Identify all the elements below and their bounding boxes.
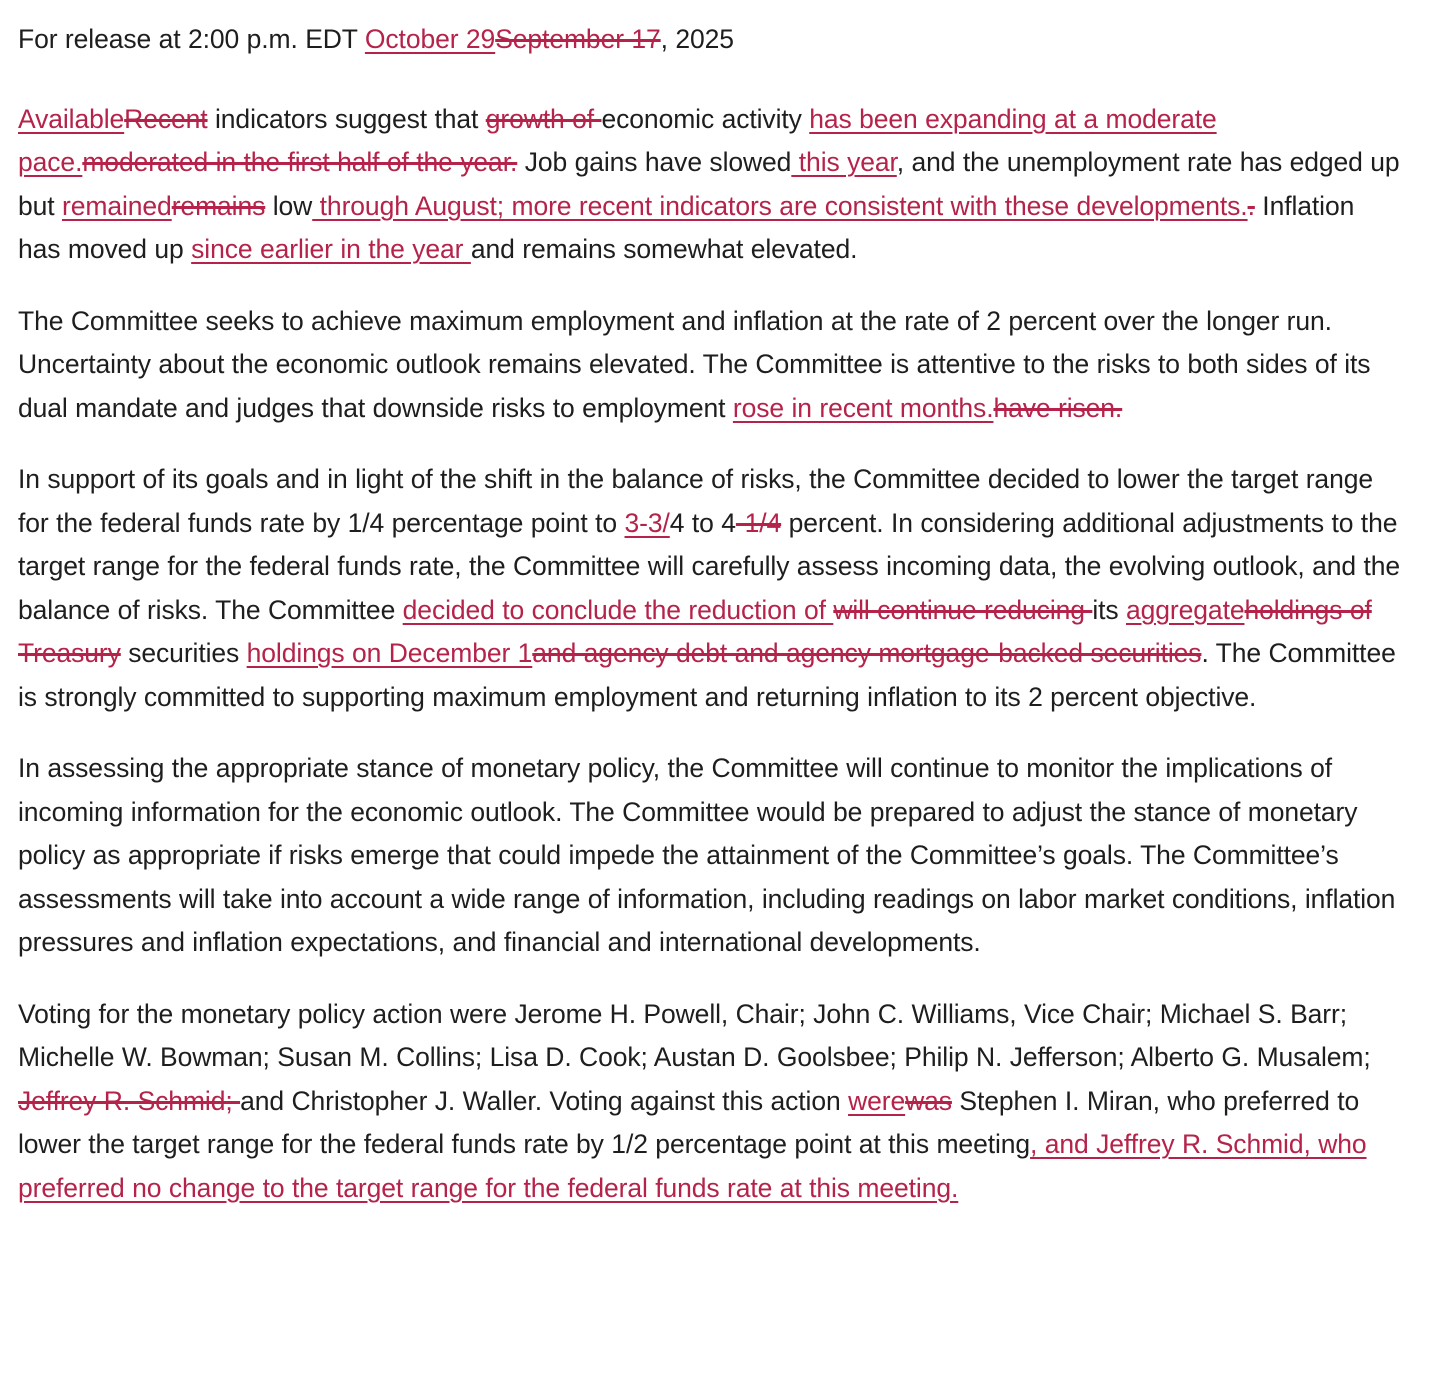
inserted-text-run: 3-3/: [624, 507, 670, 538]
unchanged-text-run: , and the unemployment rate has edged up but: [18, 147, 1400, 221]
inserted-text-run: aggregate: [1126, 594, 1245, 625]
inserted-text-run: this year: [791, 147, 897, 177]
inserted-text-run: rose in recent months.: [732, 392, 994, 423]
unchanged-text-run: The Committee seeks to achieve maximum employment and inflation at the rate of 2 percent over the longer run. Uncertainty about the economic outlook remains elevated. The Committee is attentive to the risks to both sides of its dual mandate and judges that downside risks to employment: [18, 305, 1371, 423]
deleted-text-run: growth of: [485, 103, 602, 134]
inserted-text-run: has been expanding at a moderate pace.: [18, 103, 1217, 177]
deleted-text-run: remains: [171, 190, 266, 221]
release-line: [18, 18, 1404, 62]
paragraph-committee-goals: [18, 300, 1404, 431]
unchanged-text-run: and Christopher J. Waller. Voting against this action: [240, 1085, 849, 1116]
unchanged-text-run: securities: [120, 638, 247, 668]
unchanged-text-run: Inflation has moved up: [18, 190, 1355, 264]
inserted-text-run: Available: [18, 103, 125, 134]
inserted-text-run: were: [848, 1085, 906, 1116]
unchanged-text-run: Stephen I. Miran, who preferred to lower the target range for the federal funds rate by 1/2 percentage point at this meeting: [18, 1085, 1360, 1159]
deleted-text-run: will continue reducing: [833, 594, 1093, 625]
inserted-text-run: since earlier in the year: [191, 234, 471, 264]
inserted-text-run: , and Jeffrey R. Schmid, who preferred no change to the target range for the federal funds rate at this meeting.: [18, 1129, 1367, 1203]
release-year: , 2025: [660, 24, 734, 54]
unchanged-text-run: indicators suggest that: [207, 103, 486, 134]
unchanged-text-run: . The Committee is strongly committed to supporting maximum employment and returning inflation to its 2 percent objective.: [18, 638, 1396, 712]
unchanged-text-run: 4 to 4: [669, 507, 736, 538]
deleted-text-run: moderated in the first half of the year.: [82, 147, 518, 177]
deleted-text-run: Jeffrey R. Schmid;: [18, 1085, 241, 1116]
paragraph-economic-conditions: [18, 98, 1404, 272]
deleted-text-run: was: [905, 1085, 952, 1116]
unchanged-text-run: In support of its goals and in light of the shift in the balance of risks, the Committee decided to lower the target range for the federal funds rate by 1/4 percentage point to: [18, 464, 1373, 538]
inserted-text-run: decided to conclude the reduction of: [402, 594, 834, 625]
unchanged-text-run: Job gains have slowed: [517, 147, 792, 177]
unchanged-text-run: low: [265, 190, 313, 221]
deleted-text-run: have risen.: [993, 392, 1123, 423]
release-date-deleted: September 17: [495, 24, 661, 54]
deleted-text-run: holdings of Treasury: [18, 594, 1372, 668]
unchanged-text-run: its: [1092, 594, 1127, 625]
inserted-text-run: through August; more recent indicators are consistent with these developments.: [312, 190, 1248, 221]
paragraph-voting: [18, 993, 1404, 1211]
deleted-text-run: .: [1247, 190, 1255, 221]
unchanged-text-run: percent. In considering additional adjustments to the target range for the federal funds rate, the Committee will carefully assess incoming data, the evolving outlook, and the balance of risks. The Committee: [18, 507, 1401, 625]
deleted-text-run: and agency debt and agency mortgage-backed securities: [532, 638, 1202, 668]
unchanged-text-run: Voting for the monetary policy action were Jerome H. Powell, Chair; John C. Williams, Vice Chair; Michael S. Barr; Michelle W. Bowman; Susan M. Collins; Lisa D. Cook; Austan D. Goolsbee; Philip N. Jefferson; Alberto G. Musalem;: [18, 998, 1371, 1072]
inserted-text-run: remained: [62, 190, 172, 221]
unchanged-text-run: and remains somewhat elevated.: [470, 234, 858, 264]
paragraph-list: [18, 98, 1404, 1211]
unchanged-text-run: In assessing the appropriate stance of monetary policy, the Committee will continue to monitor the implications of incoming information for the economic outlook. The Committee would be prepared to adjust the stance of monetary policy as appropriate if risks emerge that could impede the attainment of the Committee’s goals. The Committee’s assessments will take into account a wide range of information, including readings on labor market conditions, inflation pressures and inflation expectations, and financial and international developments.: [18, 753, 1396, 957]
paragraph-assessment: [18, 747, 1404, 965]
inserted-text-run: holdings on December 1: [246, 638, 533, 668]
deleted-text-run: -1/4: [735, 507, 782, 538]
deleted-text-run: Recent: [124, 103, 208, 134]
unchanged-text-run: economic activity: [601, 103, 810, 134]
release-date-inserted: October 29: [364, 24, 496, 54]
paragraph-policy-action: [18, 458, 1404, 719]
release-prefix: For release at 2:00 p.m. EDT: [18, 24, 365, 54]
